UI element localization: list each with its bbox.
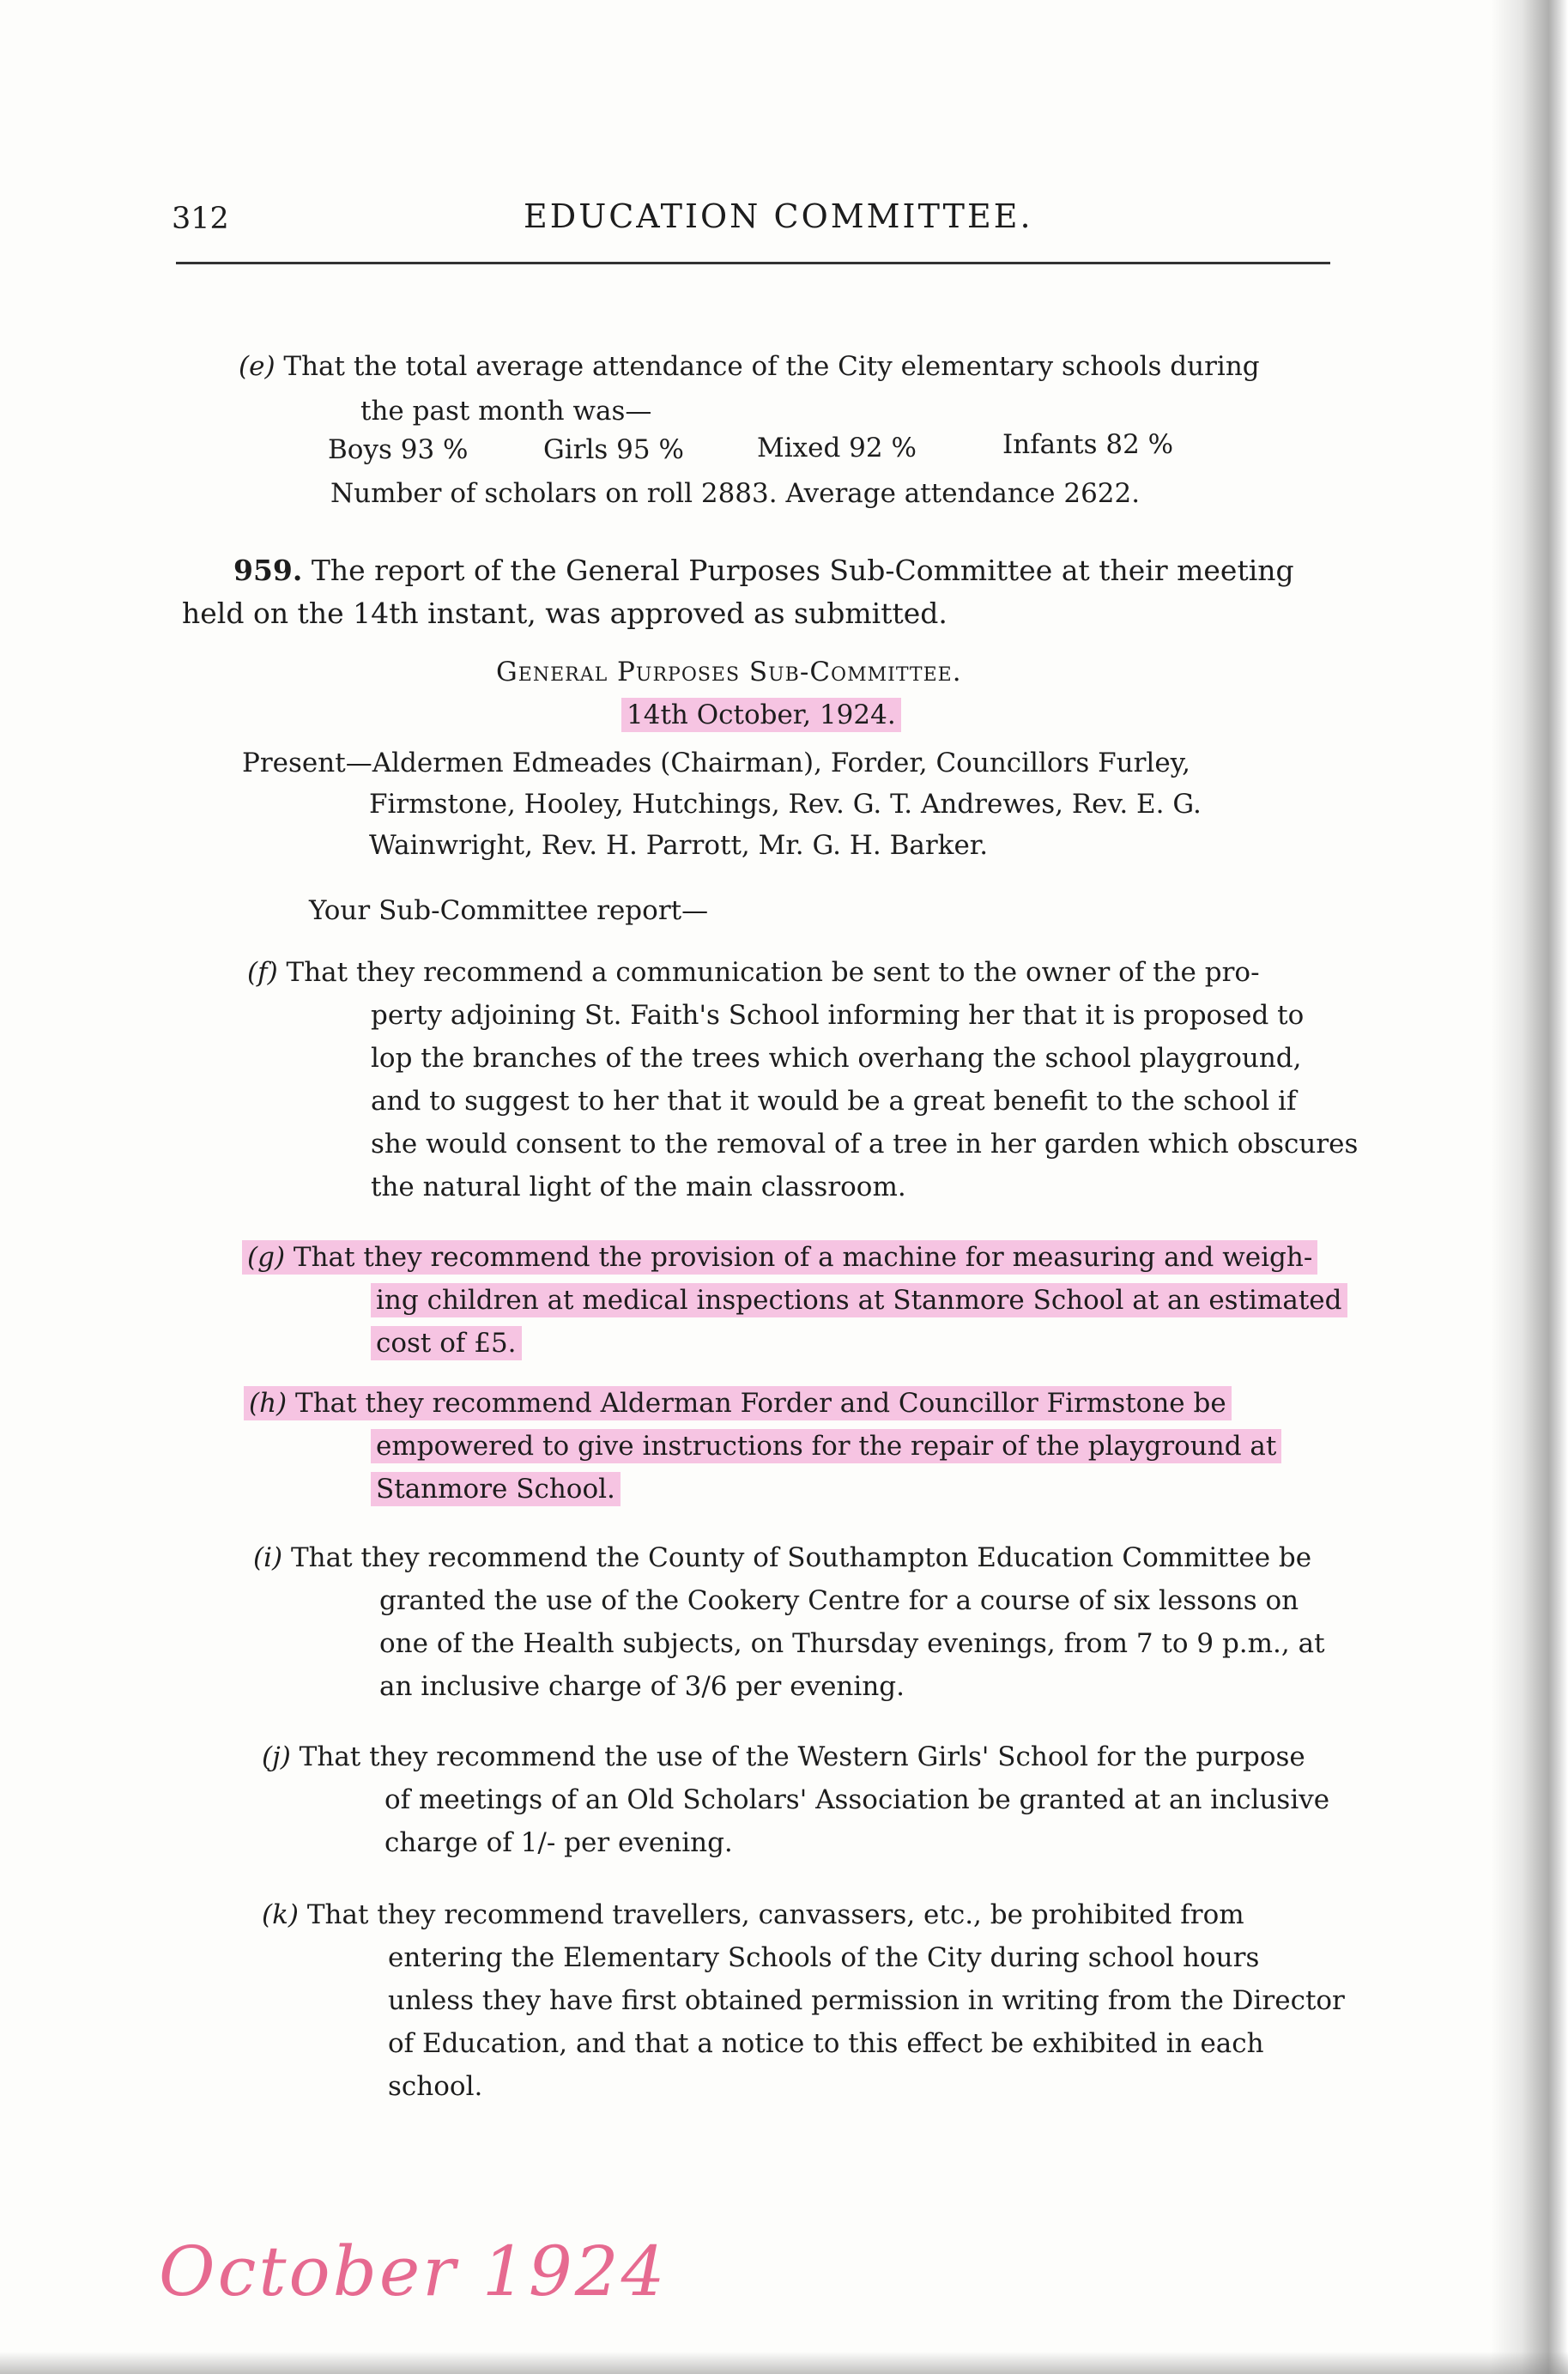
item-g-highlight-1: [242, 1240, 1317, 1275]
minute-959-text-1: The report of the General Purposes Sub-Committee at their meeting: [311, 554, 1294, 587]
minute-959-line-2: held on the 14th instant, was approved as submitted.: [182, 597, 947, 630]
subcommittee-date: [627, 693, 896, 736]
item-g-text-1: That they recommend the provision of a machine for measuring and weigh-: [293, 1242, 1313, 1273]
item-k-line-2: entering the Elementary Schools of the City during school hours: [388, 1942, 1260, 1973]
minute-number: 959.: [233, 554, 303, 587]
item-g-line-2: [376, 1279, 1342, 1322]
present-line-2: Firmstone, Hooley, Hutchings, Rev. G. T. Andrewes, Rev. E. G.: [369, 789, 1202, 820]
item-h-letter: (h): [249, 1388, 288, 1419]
item-e-line-1: [239, 345, 1260, 388]
item-f-line-2: perty adjoining St. Faith's School informing her that it is proposed to: [371, 1000, 1305, 1031]
scan-edge-shadow: [1491, 0, 1568, 2374]
item-g-text-3: cost of £5.: [371, 1326, 522, 1360]
stat-infants: Infants 82 %: [1002, 429, 1174, 460]
item-i-line-1: [253, 1536, 1311, 1579]
minute-959-line-1: [233, 549, 1294, 592]
item-h-line-2: [376, 1425, 1276, 1468]
header-rule: [176, 262, 1330, 264]
item-h-text-3: Stanmore School.: [371, 1472, 621, 1506]
item-h-line-3: [376, 1468, 615, 1511]
subcommittee-date-highlight: 14th October, 1924.: [621, 698, 901, 732]
item-k-line-3: unless they have first obtained permission in writing from the Director: [388, 1985, 1345, 2016]
present-line-3: Wainwright, Rev. H. Parrott, Mr. G. H. Barker.: [369, 830, 989, 861]
item-f-line-4: and to suggest to her that it would be a great benefit to the school if: [371, 1086, 1297, 1117]
item-j-text-1: That they recommend the use of the Western Girls' School for the purpose: [299, 1741, 1305, 1772]
item-f-text-1: That they recommend a communication be sent to the owner of the pro-: [286, 957, 1260, 988]
item-i-text-1: That they recommend the County of Southampton Education Committee be: [290, 1542, 1312, 1573]
item-g-line-1: [247, 1236, 1312, 1279]
handwritten-date-note: October 1924: [159, 2232, 668, 2311]
item-k-letter: (k): [262, 1899, 299, 1930]
item-h-text-1: That they recommend Alderman Forder and Councillor Firmstone be: [295, 1388, 1226, 1419]
item-h-highlight-1: [244, 1386, 1232, 1420]
stat-mixed: Mixed 92 %: [757, 433, 917, 463]
item-e-letter: (e): [239, 351, 275, 382]
item-h-line-1: [249, 1382, 1226, 1425]
page-number: 312: [172, 202, 229, 236]
running-head: EDUCATION COMMITTEE.: [524, 197, 1033, 235]
item-e-line-2: the past month was—: [360, 396, 652, 427]
item-h-text-2: empowered to give instructions for the repair of the playground at: [371, 1429, 1281, 1463]
item-k-line-1: [262, 1893, 1244, 1936]
stat-boys: Boys 93 %: [328, 434, 469, 465]
item-f-line-3: lop the branches of the trees which overhang the school playground,: [371, 1043, 1302, 1074]
item-e-text-1: That the total average attendance of the City elementary schools during: [283, 351, 1260, 382]
present-line-1: Present—Aldermen Edmeades (Chairman), Forder, Councillors Furley,: [242, 748, 1190, 778]
item-f-line-5: she would consent to the removal of a tree in her garden which obscures: [371, 1129, 1359, 1160]
subcommittee-title: General Purposes Sub-Committee.: [496, 657, 962, 687]
item-j-letter: (j): [262, 1741, 291, 1772]
item-i-line-4: an inclusive charge of 3/6 per evening.: [379, 1671, 905, 1702]
item-j-line-3: charge of 1/- per evening.: [384, 1827, 733, 1858]
item-g-text-2: ing children at medical inspections at Stanmore School at an estimated: [371, 1283, 1347, 1317]
item-i-line-2: granted the use of the Cookery Centre for a course of six lessons on: [379, 1585, 1299, 1616]
roll-line: Number of scholars on roll 2883. Average attendance 2622.: [330, 478, 1141, 509]
stat-girls: Girls 95 %: [543, 434, 684, 465]
item-i-letter: (i): [253, 1542, 283, 1573]
item-g-line-3: [376, 1322, 517, 1365]
item-k-line-4: of Education, and that a notice to this effect be exhibited in each: [388, 2028, 1264, 2059]
scan-bottom-shadow: [0, 2352, 1568, 2374]
item-f-line-1: [247, 951, 1260, 994]
item-f-line-6: the natural light of the main classroom.: [371, 1172, 906, 1202]
item-k-text-1: That they recommend travellers, canvassers, etc., be prohibited from: [306, 1899, 1244, 1930]
item-j-line-2: of meetings of an Old Scholars' Association be granted at an inclusive: [384, 1784, 1330, 1815]
report-intro: Your Sub-Committee report—: [309, 895, 709, 926]
item-g-letter: (g): [247, 1242, 286, 1273]
item-j-line-1: [262, 1735, 1305, 1778]
item-f-letter: (f): [247, 957, 278, 988]
item-i-line-3: one of the Health subjects, on Thursday evenings, from 7 to 9 p.m., at: [379, 1628, 1325, 1659]
item-k-line-5: school.: [388, 2071, 483, 2102]
